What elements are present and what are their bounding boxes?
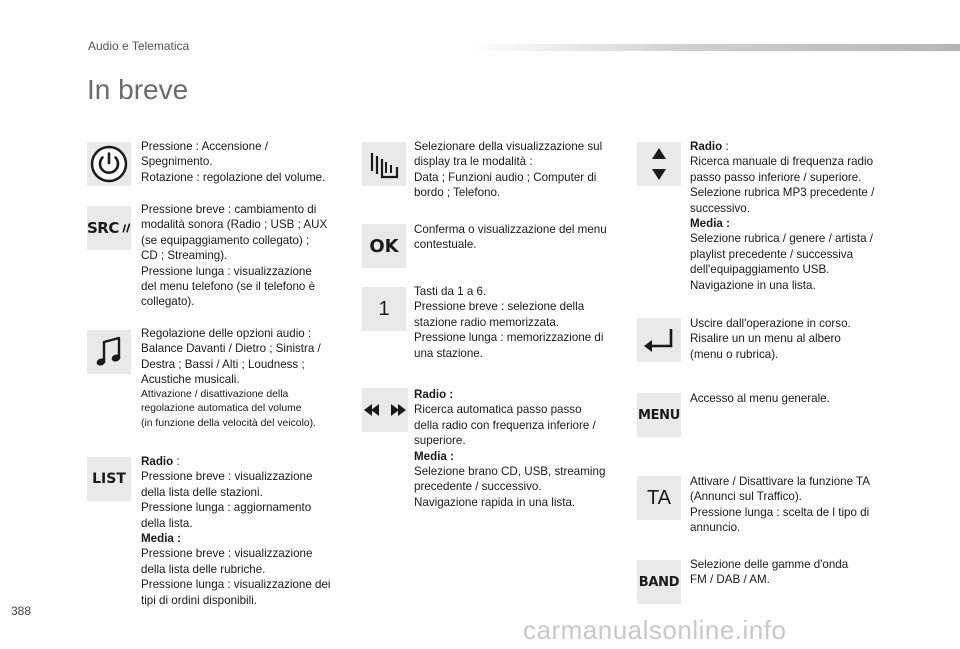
updown-radio-line: passo passo inferiore / superiore. <box>690 170 862 184</box>
src-line: modalità sonora (Radio ; USB ; AUX <box>141 218 328 232</box>
list-radio-line: della lista. <box>141 516 193 530</box>
list-radio-line: Pressione lunga : aggiornamento <box>141 501 312 515</box>
seek-radio-line: della radio con frequenza inferiore / <box>414 418 596 432</box>
display-line: Selezionare della visualizzazione sul <box>414 140 603 153</box>
presets-line: Pressione lunga : memorizzazione di <box>414 331 604 345</box>
ta-line: Attivare / Disattivare la funzione TA <box>690 475 870 488</box>
presets-line: Pressione breve : selezione della <box>414 300 585 314</box>
back-line: Risalire un un menu al albero <box>690 332 841 346</box>
list-media-line: Pressione breve : visualizzazione <box>141 547 313 561</box>
power-line: Rotazione : regolazione del volume. <box>141 170 326 184</box>
src-button-icon <box>87 206 131 250</box>
back-line: Uscire dall'operazione in corso. <box>690 317 851 330</box>
updown-radio-suffix: : <box>722 140 729 153</box>
audio-line: Acustiche musicali. <box>141 373 240 387</box>
audio-auto-volume-line: regolazione automatica del volume <box>141 403 302 415</box>
audio-auto-volume-line: Attivazione / disattivazione della <box>141 388 289 400</box>
presets-line: una stazione. <box>414 346 483 360</box>
list-label: LIST <box>92 471 126 487</box>
ta-line: (Annunci sul Traffico). <box>690 490 802 504</box>
list-radio-line: Pressione breve : visualizzazione <box>141 470 313 484</box>
updown-radio-line: successivo. <box>690 201 750 215</box>
audio-line: Destra ; Bassi / Alti ; Loudness ; <box>141 357 305 371</box>
section-header: Audio e Telematica <box>88 39 190 53</box>
list-radio-suffix: : <box>173 455 180 468</box>
seek-radio-line: Ricerca automatica passo passo <box>414 403 582 417</box>
list-media-label: Media : <box>141 532 181 546</box>
menu-label: MENU <box>637 407 681 423</box>
page-title: In breve <box>87 74 189 105</box>
updown-media-line: playlist precedente / successiva <box>690 247 854 261</box>
watermark: carmanualsonline.info <box>523 615 787 645</box>
list-button-icon <box>87 457 131 501</box>
list-radio-heading <box>141 454 346 469</box>
header-bar <box>470 44 960 51</box>
presets-line: stazione radio memorizzata. <box>414 315 559 329</box>
power-line: Pressione : Accensione / <box>141 140 268 153</box>
audio-line: Balance Davanti / Dietro ; Sinistra / <box>141 342 321 356</box>
phone-slash-icon <box>121 219 131 237</box>
band-line: FM / DAB / AM. <box>690 573 770 587</box>
src-line: collegato). <box>141 295 195 309</box>
up-down-arrows-icon <box>637 142 681 186</box>
updown-media-line: Selezione rubrica / genere / artista / <box>690 232 874 246</box>
seek-radio-line: superiore. <box>414 434 466 448</box>
back-arrow-icon <box>637 318 681 362</box>
ta-line: Pressione lunga : scelta de l tipo di <box>690 505 870 519</box>
back-line: (menu o rubrica). <box>690 347 779 361</box>
ok-line: Conferma o visualizzazione del menu <box>414 223 607 236</box>
updown-media-line: Navigazione in una lista. <box>690 278 816 292</box>
list-radio-label: Radio <box>141 455 174 468</box>
ok-button-icon <box>362 224 406 268</box>
display-mode-icon <box>362 142 406 186</box>
display-line: Data ; Funzioni audio ; Computer di <box>414 170 597 184</box>
src-line: Pressione breve : cambiamento di <box>141 203 317 216</box>
updown-media-line: dell'equipaggiamento USB. <box>690 263 830 277</box>
menu-line: Accesso al menu generale. <box>690 392 830 405</box>
band-button-icon <box>637 560 681 604</box>
band-line: Selezione delle gamme d'onda <box>690 558 849 571</box>
power-line: Spegnimento. <box>141 155 213 169</box>
updown-media-label: Media : <box>690 217 730 231</box>
updown-radio-line: Selezione rubrica MP3 precedente / <box>690 186 875 200</box>
audio-auto-volume-line: (in funzione della velocità del veicolo). <box>141 417 317 429</box>
menu-button-icon <box>637 393 681 437</box>
src-line: del menu telefono (se il telefono è <box>141 280 316 294</box>
ok-line: contestuale. <box>414 238 477 252</box>
seek-arrows-icon <box>362 388 408 432</box>
band-label: BAND <box>638 574 680 590</box>
list-media-line: Pressione lunga : visualizzazione dei <box>141 578 331 592</box>
seek-radio-label: Radio : <box>414 388 454 401</box>
audio-line: Regolazione delle opzioni audio : <box>141 327 312 340</box>
ok-label: OK <box>369 235 399 257</box>
src-line: Pressione lunga : visualizzazione <box>141 264 312 278</box>
src-line: (se equipaggiamento collegato) ; <box>141 233 310 247</box>
src-label: SRC <box>87 219 119 237</box>
display-line: bordo ; Telefono. <box>414 186 501 200</box>
list-media-line: della lista delle rubriche. <box>141 562 266 576</box>
seek-media-line: Selezione brano CD, USB, streaming <box>414 465 606 479</box>
updown-radio-label: Radio <box>690 140 723 153</box>
src-line: CD ; Streaming). <box>141 249 228 263</box>
ta-button-icon <box>637 476 681 520</box>
seek-media-line: Navigazione rapida in una lista. <box>414 495 576 509</box>
power-knob-icon <box>87 142 131 186</box>
page-number: 388 <box>11 604 32 618</box>
presets-line: Tasti da 1 a 6. <box>414 285 487 298</box>
updown-radio-heading <box>690 139 900 154</box>
display-line: display tra le modalità : <box>414 155 533 169</box>
ta-label: TA <box>646 486 672 509</box>
preset-label: 1 <box>378 297 390 320</box>
list-radio-line: della lista delle stazioni. <box>141 485 263 499</box>
music-note-icon <box>87 330 131 374</box>
preset-button-icon <box>362 287 406 331</box>
updown-radio-line: Ricerca manuale di frequenza radio <box>690 155 874 169</box>
ta-line: annuncio. <box>690 521 741 535</box>
list-media-line: tipi di ordini disponibili. <box>141 593 257 607</box>
seek-media-line: precedente / successivo. <box>414 480 542 494</box>
seek-media-label: Media : <box>414 449 454 463</box>
